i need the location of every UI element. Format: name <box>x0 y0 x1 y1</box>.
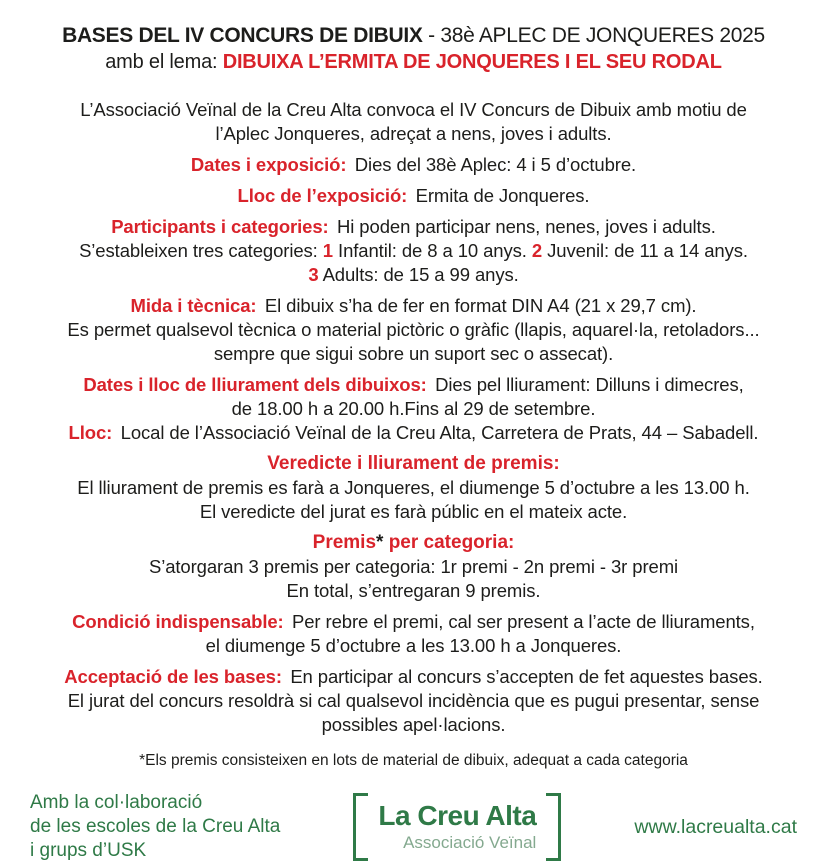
collaboration-line-1: Amb la col·laboració <box>30 792 203 813</box>
mida-line-1 <box>30 294 797 318</box>
lliurament-label: Dates i lloc de lliurament dels dibuixos: <box>83 374 427 395</box>
section-lloc-exposicio <box>30 184 797 208</box>
section-acceptacio <box>30 665 797 737</box>
premis-line-1: S’atorgaran 3 premis per categoria: 1r premi - 2n premi - 3r premi <box>148 556 679 577</box>
category-1-text: Infantil: de 8 a 10 anys. <box>338 240 527 261</box>
category-2-number: 2 <box>531 240 543 261</box>
mida-label: Mida i tècnica: <box>130 295 257 316</box>
mida-line-3: sempre que sigui sobre un suport sec o assecat). <box>213 343 614 364</box>
lliurament-text: Dies pel lliurament: Dilluns i dimecres, <box>435 374 744 395</box>
category-3-number: 3 <box>308 264 319 285</box>
premis-asterisk: * <box>376 532 384 553</box>
lloc-exposicio-label: Lloc de l’exposició: <box>237 185 408 206</box>
lliurament-line-2: de 18.00 h a 20.00 h.Fins al 29 de setembre. <box>231 398 596 419</box>
title-suffix: - 38è APLEC DE JONQUERES 2025 <box>422 24 765 47</box>
section-dates-exposicio <box>30 153 797 177</box>
lliurament-lloc-line <box>30 421 797 445</box>
participants-text: Hi poden participar nens, nenes, joves i adults. <box>337 216 716 237</box>
lemma-highlight: DIBUIXA L’ERMITA DE JONQUERES I EL SEU RODAL <box>222 51 722 73</box>
category-2-text: Juvenil: de 11 a 14 anys. <box>547 240 748 261</box>
logo-name: La Creu Alta <box>378 800 537 831</box>
page-title <box>30 22 797 49</box>
condicio-line-2: el diumenge 5 d’octubre a les 13.00 h a Jonqueres. <box>205 635 622 656</box>
collaboration-line-2: de les escoles de la Creu Alta <box>30 816 281 837</box>
section-mida-tecnica <box>30 294 797 366</box>
section-lliurament <box>30 373 797 445</box>
section-veredicte <box>30 452 797 524</box>
lemma-prefix: amb el lema: <box>105 51 223 73</box>
acceptacio-text: En participar al concurs s’accepten de fet aquestes bases. <box>290 666 763 687</box>
lliurament-lloc-label: Lloc: <box>68 422 113 443</box>
veredicte-heading: Veredicte i lliurament de premis: <box>267 453 560 474</box>
section-premis <box>30 531 797 603</box>
section-participants <box>30 215 797 287</box>
categories-line-2 <box>30 263 797 287</box>
section-condicio <box>30 610 797 658</box>
categories-intro: S’estableixen tres categories: <box>79 240 318 261</box>
logo-subtitle: Associació Veïnal <box>403 833 537 852</box>
mida-line-2: Es permet qualsevol tècnica o material pictòric o gràfic (llapis, aquarel·la, retoladors... <box>67 319 760 340</box>
participants-line <box>30 215 797 239</box>
collaboration-line-3: i grups d’USK <box>30 840 147 861</box>
lliurament-lloc-text: Local de l’Associació Veïnal de la Creu Alta, Carretera de Prats, 44 – Sabadell. <box>120 422 759 443</box>
veredicte-line-1: El lliurament de premis es farà a Jonqueres, el diumenge 5 d’octubre a les 13.00 h. <box>77 477 750 498</box>
premis-line-2: En total, s’entregaran 9 premis. <box>286 580 541 601</box>
category-3-text: Adults: de 15 a 99 anys. <box>322 264 519 285</box>
categories-line-1 <box>30 239 797 263</box>
acceptacio-label: Acceptació de les bases: <box>64 666 282 687</box>
condicio-text: Per rebre el premi, cal ser present a l’acte de lliuraments, <box>292 611 755 632</box>
dates-exposicio-label: Dates i exposició: <box>190 154 347 175</box>
lloc-exposicio-text: Ermita de Jonqueres. <box>415 185 590 206</box>
condicio-label: Condició indispensable: <box>72 611 284 632</box>
veredicte-line-2: El veredicte del jurat es farà públic en el mateix acte. <box>199 501 628 522</box>
category-1-number: 1 <box>322 240 333 261</box>
premis-heading-word: Premis <box>312 532 377 553</box>
dates-exposicio-text: Dies del 38è Aplec: 4 i 5 d’octubre. <box>354 154 637 175</box>
prizes-footnote: *Els premis consisteixen en lots de material de dibuix, adequat a cada categoria <box>139 752 688 769</box>
logo-text <box>368 793 546 861</box>
acceptacio-line-1 <box>30 665 797 689</box>
title-main: BASES DEL IV CONCURS DE DIBUIX <box>62 24 423 47</box>
la-creu-alta-logo <box>353 793 561 861</box>
lemma-line <box>30 49 797 76</box>
intro-paragraph <box>30 98 797 146</box>
premis-heading-rest: per categoria: <box>383 532 515 553</box>
acceptacio-line-3: possibles apel·lacions. <box>321 714 506 735</box>
mida-text: El dibuix s’ha de fer en format DIN A4 (21 x 29,7 cm). <box>264 295 697 316</box>
intro-line-2: l’Aplec Jonqueres, adreçat a nens, joves i adults. <box>215 123 612 144</box>
website-url: www.lacreualta.cat <box>634 815 797 838</box>
lliurament-line-1 <box>30 373 797 397</box>
footer <box>30 791 797 863</box>
acceptacio-line-2: El jurat del concurs resoldrà si cal qualsevol incidència que es pugui presentar, sense <box>67 690 760 711</box>
condicio-line-1 <box>30 610 797 634</box>
logo-left-bracket-icon <box>353 793 368 861</box>
premis-heading <box>30 531 797 555</box>
participants-label: Participants i categories: <box>111 216 329 237</box>
intro-line-1: L’Associació Veïnal de la Creu Alta convoca el IV Concurs de Dibuix amb motiu de <box>80 99 747 120</box>
logo-right-bracket-icon <box>546 793 561 861</box>
collaboration-note <box>30 791 280 863</box>
